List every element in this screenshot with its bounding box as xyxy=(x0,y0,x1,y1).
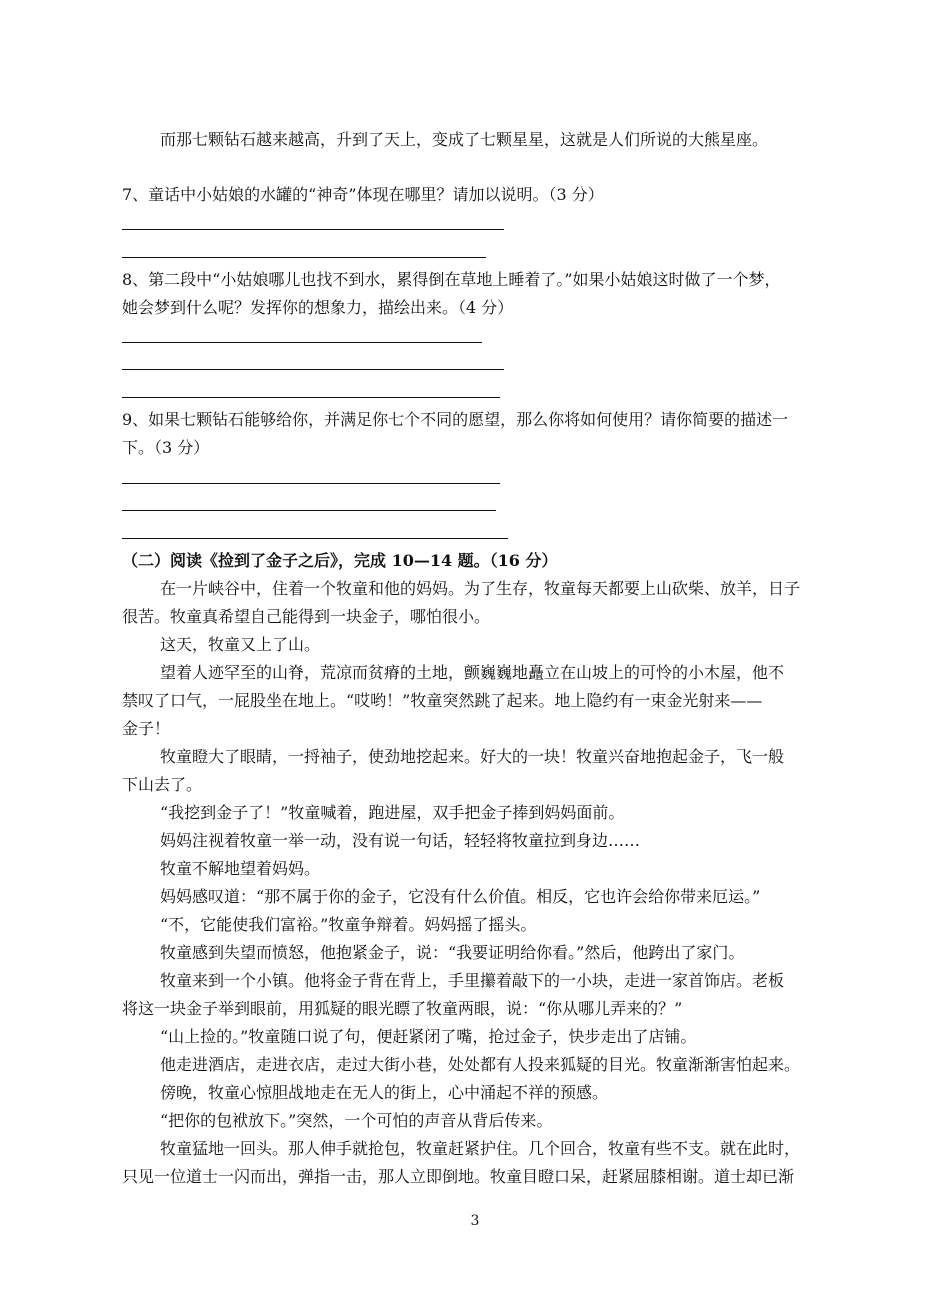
answer-line[interactable] xyxy=(122,229,504,230)
question-9-line-1: 9、如果七颗钻石能够给你，并满足你七个不同的愿望，那么你将如何使用？请你简要的描述一 xyxy=(122,410,789,429)
passage-line: 妈妈感叹道：“那不属于你的金子，它没有什么价值。相反，它也许会给你带来厄运。” xyxy=(160,887,761,906)
answer-line[interactable] xyxy=(122,369,504,370)
question-8-line-1: 8、第二段中“小姑娘哪儿也找不到水，累得倒在草地上睡着了。”如果小姑娘这时做了一个梦， xyxy=(122,270,781,289)
passage-line: “我挖到金子了！”牧童喊着，跑进屋，双手把金子捧到妈妈面前。 xyxy=(160,803,625,822)
answer-line[interactable] xyxy=(122,510,496,511)
answer-line[interactable] xyxy=(122,483,500,484)
answer-line[interactable] xyxy=(122,342,482,343)
passage-line: 牧童感到失望而愤怒，他抱紧金子，说：“我要证明给你看。”然后，他跨出了家门。 xyxy=(160,943,745,962)
passage-line: 只见一位道士一闪而出，弹指一击，那人立即倒地。牧童目瞪口呆，赶紧屈膝相谢。道士却已渐 xyxy=(122,1167,795,1186)
passage-line: 禁叹了口气，一屁股坐在地上。“哎哟！”牧童突然跳了起来。地上隐约有一束金光射来—— xyxy=(122,691,763,710)
passage-line: 妈妈注视着牧童一举一动，没有说一句话，轻轻将牧童拉到身边…… xyxy=(160,831,641,850)
passage-line: “把你的包袱放下。”突然，一个可怕的声音从背后传来。 xyxy=(160,1111,553,1130)
passage-line: 牧童瞪大了眼睛，一捋袖子，使劲地挖起来。好大的一块！牧童兴奋地抱起金子，飞一般 xyxy=(160,747,785,766)
passage-line: 将这一块金子举到眼前，用狐疑的眼光瞟了牧童两眼，说：“你从哪儿弄来的？” xyxy=(122,999,683,1018)
passage-line: 他走进酒店，走进衣店，走过大街小巷，处处都有人投来狐疑的目光。牧童渐渐害怕起来。 xyxy=(160,1055,801,1074)
passage-line: “不，它能使我们富裕。”牧童争辩着。妈妈摇了摇头。 xyxy=(160,915,537,934)
passage-line: 牧童来到一个小镇。他将金子背在背上，手里攥着敲下的一小块，走进一家首饰店。老板 xyxy=(160,971,785,990)
passage-line: “山上捡的。”牧童随口说了句，便赶紧闭了嘴，抢过金子，快步走出了店铺。 xyxy=(160,1027,697,1046)
answer-line[interactable] xyxy=(122,257,486,258)
passage-line: 傍晚，牧童心惊胆战地走在无人的街上，心中涌起不祥的预感。 xyxy=(160,1083,609,1102)
intro-line: 而那七颗钻石越来越高，升到了天上，变成了七颗星星，这就是人们所说的大熊星座。 xyxy=(160,130,769,149)
question-7: 7、童话中小姑娘的水罐的“神奇”体现在哪里？请加以说明。（3 分） xyxy=(122,185,604,204)
question-8-line-2: 她会梦到什么呢？发挥你的想象力，描绘出来。（4 分） xyxy=(122,298,514,317)
passage-line: 牧童不解地望着妈妈。 xyxy=(160,859,321,878)
passage-line: 这天，牧童又上了山。 xyxy=(160,635,321,654)
passage-line: 望着人迹罕至的山脊，荒凉而贫瘠的土地，颤巍巍地矗立在山坡上的可怜的小木屋，他不 xyxy=(160,663,785,682)
passage-line: 很苦。牧童真希望自己能得到一块金子，哪怕很小。 xyxy=(122,607,491,626)
passage-line: 在一片峡谷中，住着一个牧童和他的妈妈。为了生存，牧童每天都要上山砍柴、放羊，日子 xyxy=(160,579,801,598)
passage-line: 下山去了。 xyxy=(122,775,203,794)
passage-line: 金子！ xyxy=(122,719,171,738)
section-heading: （二）阅读《捡到了金子之后》，完成 10—14 题。（16 分） xyxy=(122,551,558,570)
question-9-line-2: 下。（3 分） xyxy=(122,438,210,457)
passage-line: 牧童猛地一回头。那人伸手就抢包，牧童赶紧护住。几个回合，牧童有些不支。就在此时， xyxy=(160,1139,801,1158)
answer-line[interactable] xyxy=(122,397,500,398)
answer-line[interactable] xyxy=(122,538,508,539)
page-number: 3 xyxy=(470,1213,480,1229)
